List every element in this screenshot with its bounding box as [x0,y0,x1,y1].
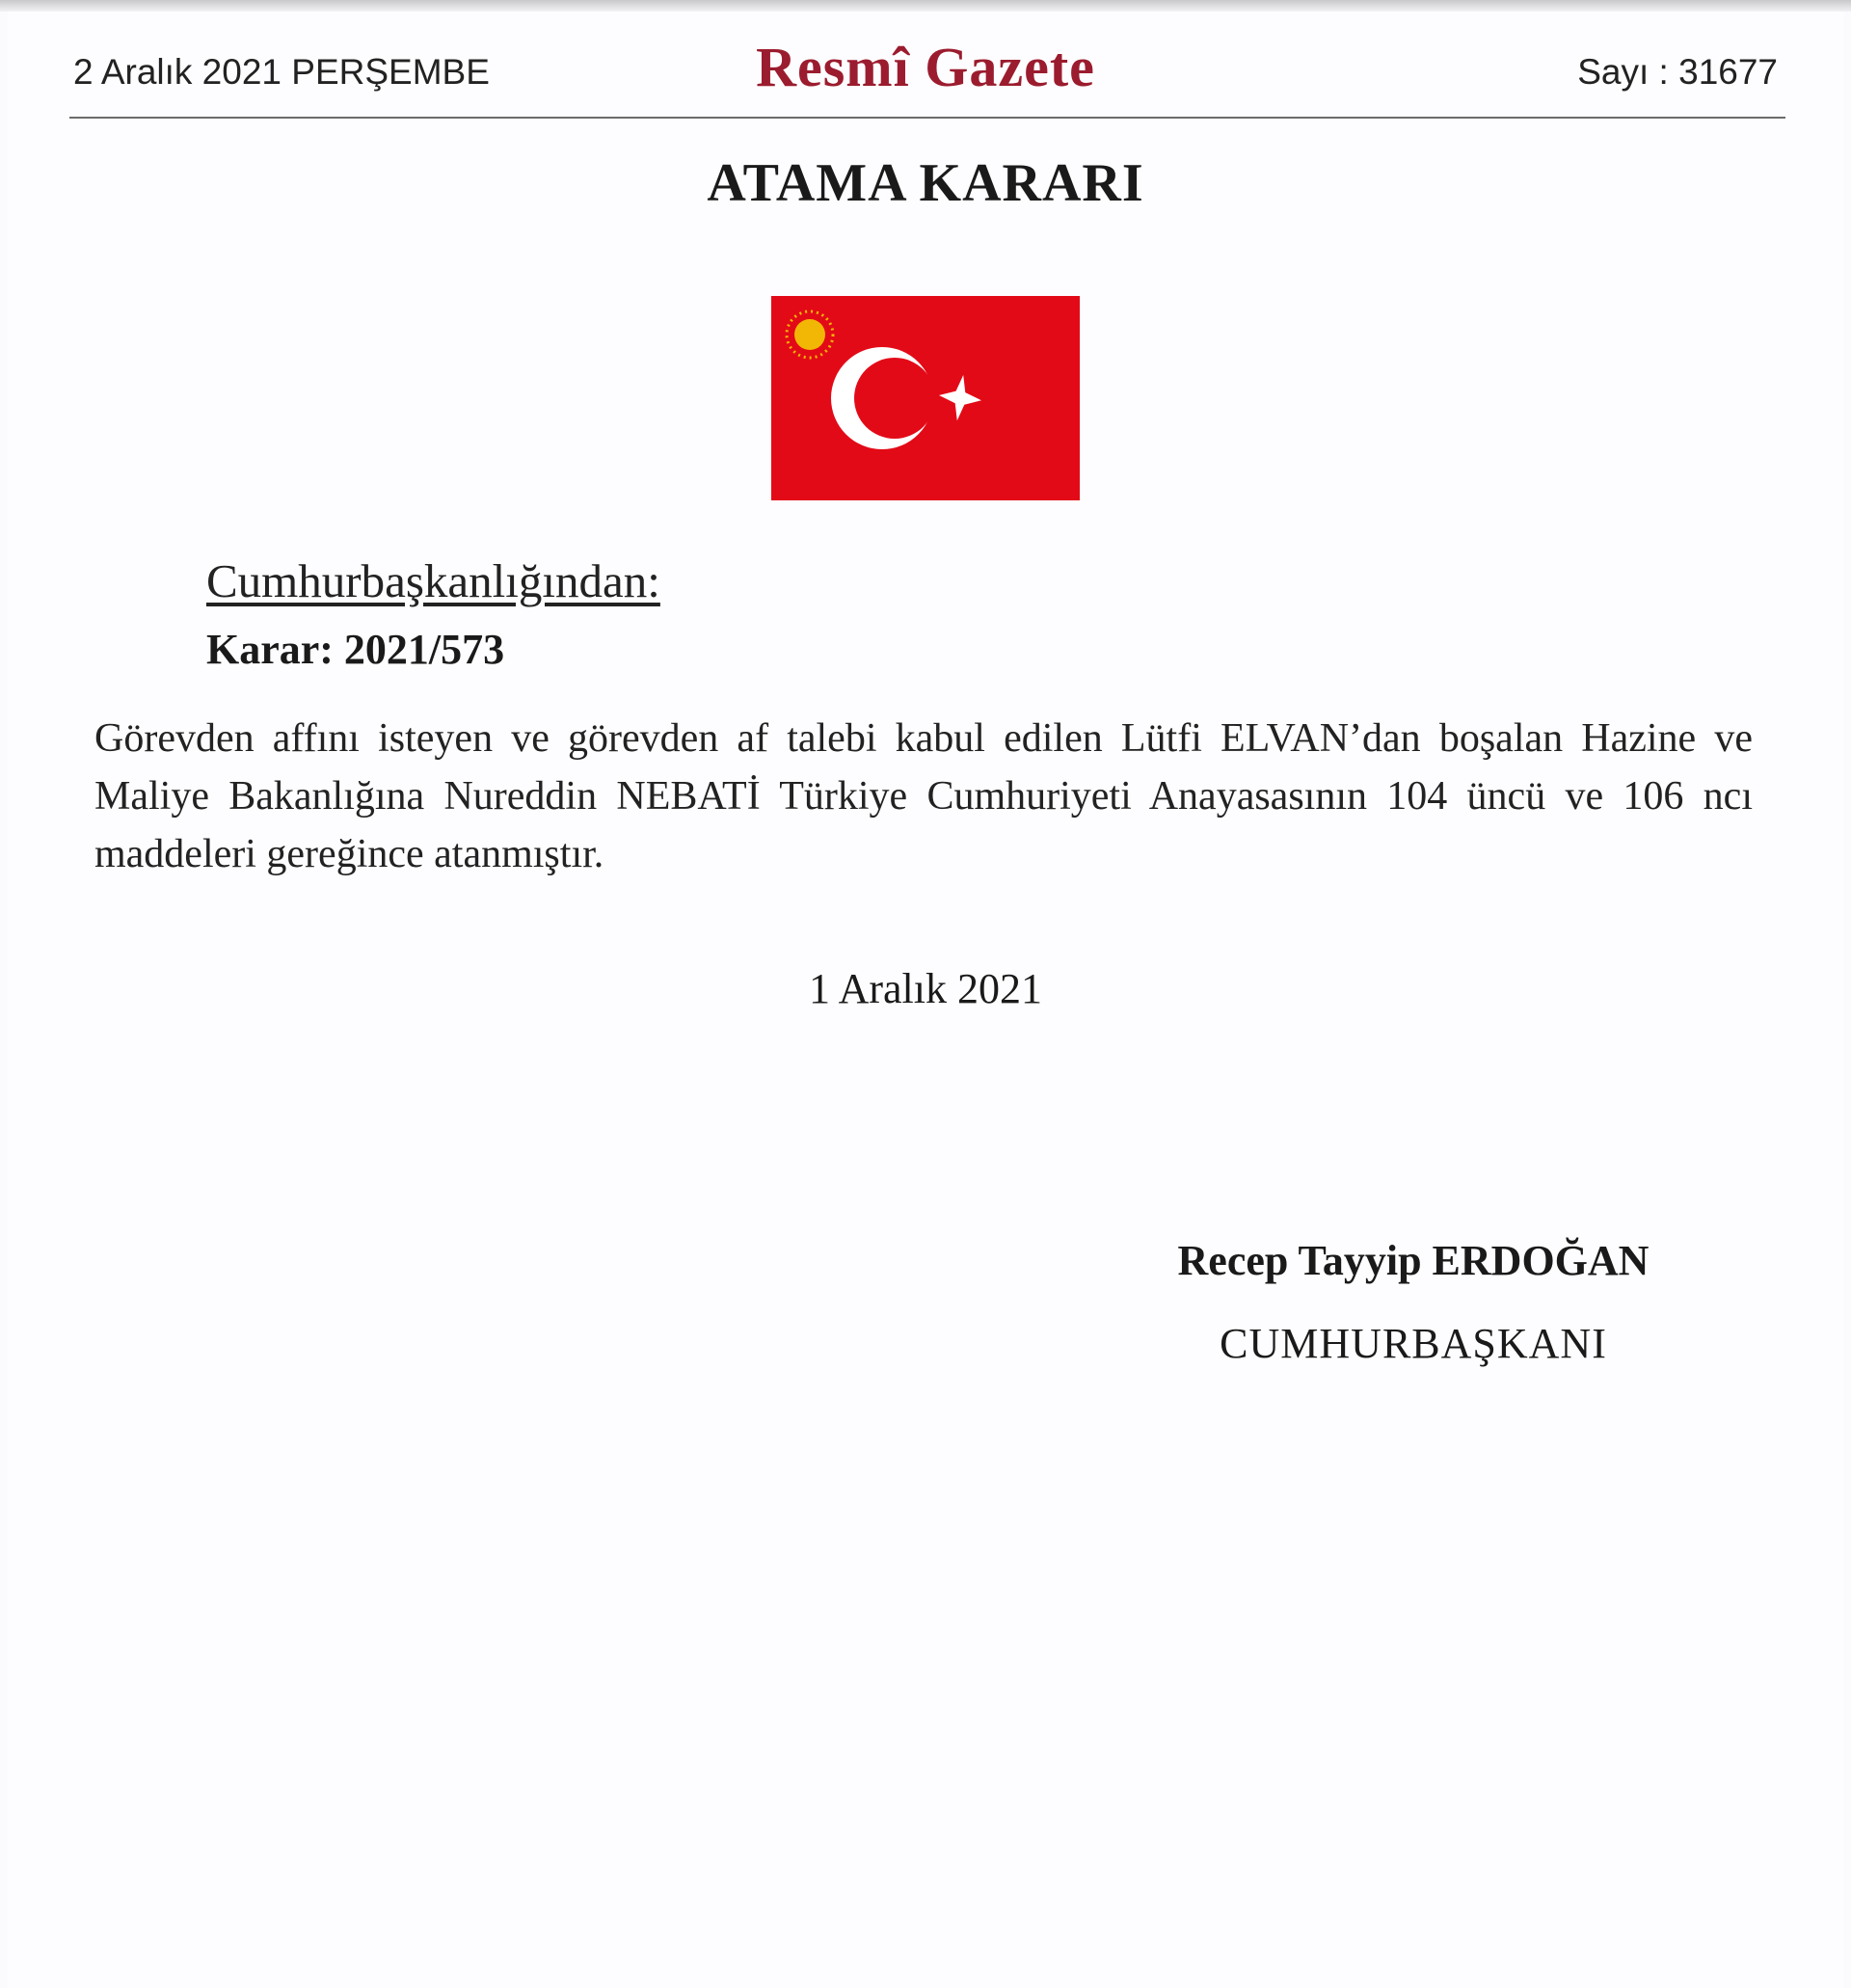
signatory-title: CUMHURBAŞKANI [1220,1320,1607,1367]
decision-date: 1 Aralık 2021 [809,965,1042,1012]
turkish-flag-icon [771,296,1080,500]
header-date: 2 Aralık 2021 PERŞEMBE [73,52,490,92]
issuing-authority: Cumhurbaşkanlığından: [206,554,660,607]
signatory-name: Recep Tayyip ERDOĞAN [1177,1237,1650,1284]
gazette-title: Resmî Gazete [756,36,1095,98]
header-divider [69,117,1785,119]
document-heading: ATAMA KARARI [707,153,1144,213]
decision-body: Görevden affını isteyen ve görevden af talebi kabul edilen Lütfi ELVAN’dan boşalan Hazine ve Maliye Bakanlığına Nureddin NEBATİ Türkiye Cumhuriyeti Anayasasının 104 üncü ve 106 ncı maddeleri gereğince atanmıştır. [94,716,1753,876]
top-edge-shadow [0,0,1851,12]
issue-number: Sayı : 31677 [1577,52,1778,92]
decision-number: Karar: 2021/573 [206,626,505,673]
